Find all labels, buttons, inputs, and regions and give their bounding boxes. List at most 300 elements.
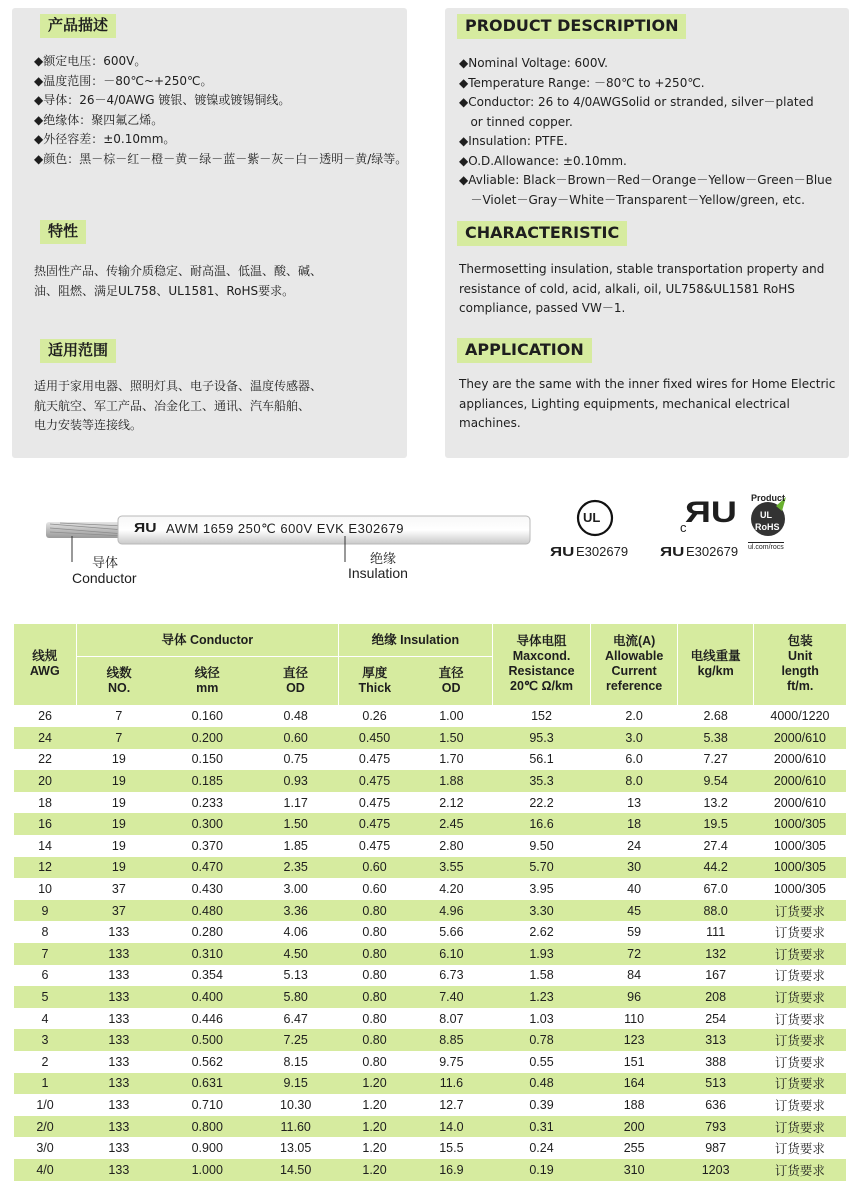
header-resistance-unit: 20℃ Ω/km <box>510 679 574 694</box>
cell-resistance: 1.93 <box>492 943 591 965</box>
cell-awg: 2/0 <box>14 1116 76 1138</box>
cell-strand-dia: 0.280 <box>191 925 223 940</box>
cell-strand-dia: 0.370 <box>191 838 223 853</box>
cell-current: 123 <box>591 1029 678 1051</box>
header-current-en2: Current <box>611 664 657 679</box>
cell-wire-number: 19 <box>111 752 126 767</box>
header-weight-unit: kg/km <box>697 664 734 679</box>
cell-awg: 9 <box>14 900 76 922</box>
english-description-panel <box>445 8 849 458</box>
cell-weight: 44.2 <box>677 857 753 879</box>
cn-desc-line: ◆温度范围：－80℃~+250℃。 <box>34 73 213 88</box>
header-awg-en: AWG <box>29 664 60 679</box>
cell-strand-dia: 0.631 <box>162 1073 253 1095</box>
table-row <box>14 1051 846 1073</box>
cell-strand-dia: 0.354 <box>191 968 223 983</box>
cell-insulation-od: 3.55 <box>411 857 493 879</box>
cell-awg: 16 <box>14 813 76 835</box>
cell-unit-length: 订货要求 <box>774 926 825 941</box>
cell-weight: 88.0 <box>677 900 753 922</box>
header-weight-cn: 电线重量 <box>690 649 741 664</box>
cell-awg: 3/0 <box>36 1141 54 1156</box>
cell-conductor-od: 1.17 <box>283 795 308 810</box>
cell-weight: 254 <box>705 1011 727 1026</box>
cell-conductor-od: 10.30 <box>280 1097 312 1112</box>
cell-unit-length: 订货要求 <box>754 900 846 922</box>
cell-resistance: 3.30 <box>492 900 591 922</box>
cell-thickness: 0.80 <box>339 900 411 922</box>
table-row <box>14 1137 846 1159</box>
table-row <box>14 1159 846 1181</box>
cell-conductor-od: 13.05 <box>280 1141 312 1156</box>
cell-strand-dia: 0.470 <box>162 857 253 879</box>
cell-strand-dia: 0.185 <box>162 770 253 792</box>
header-od2-cn: 直径 <box>438 666 464 680</box>
table-row <box>14 835 846 857</box>
cell-resistance: 56.1 <box>529 752 554 767</box>
header-thick-en: Thick <box>358 681 392 695</box>
ul-recognized-icon-2: ЯU <box>660 544 685 559</box>
cell-wire-number: 133 <box>76 1116 162 1138</box>
cell-awg: 14 <box>38 838 52 853</box>
cell-unit-length: 1000/305 <box>754 857 846 879</box>
cell-thickness: 0.26 <box>362 709 387 724</box>
table-row <box>14 921 846 943</box>
en-desc-line: ◆O.D.Allowance: ±0.10mm. <box>459 153 627 168</box>
spec-table <box>14 624 846 1181</box>
table-row <box>14 749 846 771</box>
table-row <box>14 1073 846 1095</box>
cell-weight: 111 <box>706 925 726 940</box>
insulation-label-en: Insulation <box>348 565 408 581</box>
cell-wire-number: 133 <box>108 1011 130 1026</box>
cell-current: 2.0 <box>625 709 643 724</box>
cn-description-list <box>34 52 407 169</box>
cell-current: 59 <box>627 925 642 940</box>
table-body <box>14 705 846 1181</box>
cn-desc-line: ◆绝缘体：聚四氟乙烯。 <box>34 112 164 127</box>
en-desc-line: ◆Conductor: 26 to 4/0AWGSolid or stranded, silver－plated <box>459 95 814 109</box>
cell-unit-length: 订货要求 <box>754 1159 846 1181</box>
cn-char-line: 油、阻燃、满足UL758、UL1581、RoHS要求。 <box>34 283 295 298</box>
cell-insulation-od: 1.88 <box>411 770 493 792</box>
cell-awg: 18 <box>38 795 52 810</box>
cell-conductor-od: 1.50 <box>253 813 339 835</box>
header-resistance-en1: Maxcond. <box>512 649 571 664</box>
cell-unit-length: 订货要求 <box>774 969 825 984</box>
cell-insulation-od: 2.12 <box>439 795 464 810</box>
en-app-line: appliances, Lighting equipments, mechanical electrical <box>459 396 790 411</box>
cn-desc-line: ◆导体：26－4/0AWG 镀银、镀镍或镀锡铜线。 <box>34 93 291 107</box>
cell-conductor-od: 4.50 <box>253 943 339 965</box>
en-application-badge: APPLICATION <box>457 338 592 363</box>
cell-current: 8.0 <box>591 770 678 792</box>
header-wire-number <box>76 657 162 706</box>
header-number-cn: 线数 <box>106 666 132 680</box>
cell-awg: 10 <box>38 882 52 897</box>
cell-unit-length: 订货要求 <box>774 1055 825 1070</box>
cell-conductor-od: 6.47 <box>283 1011 308 1026</box>
cell-insulation-od: 4.96 <box>411 900 493 922</box>
cn-desc-line: ◆颜色：黑－棕－红－橙－黄－绿－蓝－紫－灰－白－透明－黄/绿等。 <box>34 151 408 166</box>
cell-thickness: 0.60 <box>362 882 387 897</box>
cell-current: 18 <box>591 813 678 835</box>
table-header-row <box>14 624 846 657</box>
cell-strand-dia: 0.430 <box>191 882 223 897</box>
cell-current: 110 <box>624 1011 645 1026</box>
cell-resistance: 16.6 <box>492 813 591 835</box>
cn-application-badge: 适用范围 <box>40 339 116 363</box>
cell-unit-length: 订货要求 <box>754 1073 846 1095</box>
cell-strand-dia: 0.800 <box>162 1116 253 1138</box>
rohs-ul-label: UL <box>760 510 772 520</box>
cell-wire-number: 133 <box>76 1029 162 1051</box>
cell-insulation-od: 14.0 <box>411 1116 493 1138</box>
en-description-list <box>459 54 832 210</box>
header-thick-cn: 厚度 <box>362 666 388 680</box>
cn-app-line: 电力安装等连接线。 <box>34 418 143 432</box>
cell-unit-length: 订货要求 <box>774 1012 825 1027</box>
cell-awg: 2 <box>41 1054 49 1069</box>
cell-weight: 132 <box>677 943 753 965</box>
cell-thickness: 1.20 <box>362 1141 387 1156</box>
cell-insulation-od: 2.80 <box>439 838 464 853</box>
cell-insulation-od: 6.10 <box>411 943 493 965</box>
cell-awg: 1/0 <box>36 1097 54 1112</box>
cell-weight: 7.27 <box>703 752 728 767</box>
cell-weight: 167 <box>705 968 727 983</box>
cell-resistance: 5.70 <box>492 857 591 879</box>
conductor-label-cn: 导体 <box>92 555 119 570</box>
cell-insulation-od: 5.66 <box>439 925 464 940</box>
table-row <box>14 727 846 749</box>
table-row <box>14 705 846 727</box>
cell-insulation-od: 8.07 <box>439 1011 464 1026</box>
cell-weight: 13.2 <box>703 795 728 810</box>
header-dia-unit: mm <box>196 681 219 695</box>
cell-weight: 5.38 <box>677 727 753 749</box>
cell-wire-number: 7 <box>76 727 162 749</box>
cell-conductor-od: 11.60 <box>253 1116 339 1138</box>
cell-insulation-od: 2.45 <box>411 813 493 835</box>
cell-conductor-od: 14.50 <box>253 1159 339 1181</box>
cn-characteristic-badge: 特性 <box>40 220 86 244</box>
cell-thickness: 1.20 <box>339 1073 411 1095</box>
cell-current: 30 <box>591 857 678 879</box>
header-resistance <box>492 624 591 705</box>
en-desc-line: ◆Avliable: Black－Brown－Red－Orange－Yellow－Green－Blue <box>459 173 833 187</box>
cell-thickness: 0.475 <box>339 770 411 792</box>
en-app-line: machines. <box>459 416 521 430</box>
cell-resistance: 9.50 <box>529 838 554 853</box>
header-dia-cn: 线径 <box>194 666 220 680</box>
ul-file-number-1: E302679 <box>576 544 629 559</box>
table-row <box>14 900 846 922</box>
conductor-label-en: Conductor <box>72 570 137 586</box>
header-resistance-cn: 导体电阻 <box>516 634 567 649</box>
cell-thickness: 0.80 <box>362 925 387 940</box>
cell-strand-dia: 0.233 <box>191 795 223 810</box>
cell-wire-number: 133 <box>108 925 130 940</box>
cell-conductor-od: 8.15 <box>283 1054 308 1069</box>
header-awg <box>14 624 76 705</box>
en-desc-line: ◆Temperature Range: －80℃ to +250℃. <box>459 75 705 90</box>
cell-current: 310 <box>591 1159 678 1181</box>
cell-resistance: 152 <box>531 709 552 724</box>
cell-weight: 513 <box>677 1073 753 1095</box>
cell-resistance: 3.95 <box>529 882 554 897</box>
cell-conductor-od: 0.60 <box>253 727 339 749</box>
cell-current: 96 <box>591 986 678 1008</box>
cell-weight: 208 <box>677 986 753 1008</box>
en-desc-line: ◆Nominal Voltage: 600V. <box>459 56 608 70</box>
header-current <box>591 624 678 705</box>
cell-resistance: 95.3 <box>492 727 591 749</box>
cell-strand-dia: 0.160 <box>191 709 223 724</box>
cell-unit-length: 2000/610 <box>773 752 826 767</box>
table-row <box>14 943 846 965</box>
cell-unit-length: 订货要求 <box>754 943 846 965</box>
cell-resistance: 1.58 <box>529 968 554 983</box>
header-number-en: NO. <box>107 681 131 695</box>
header-unit-cn: 包装 <box>787 634 813 649</box>
cell-thickness: 0.475 <box>358 838 391 853</box>
cell-current: 84 <box>627 968 642 983</box>
cell-wire-number: 19 <box>76 770 162 792</box>
cell-unit-length: 2000/610 <box>773 795 826 810</box>
cell-current: 40 <box>627 882 642 897</box>
cell-insulation-od: 1.00 <box>439 709 464 724</box>
cell-unit-length: 订货要求 <box>774 1098 825 1113</box>
en-application-text <box>459 375 835 434</box>
cn-characteristic-text <box>34 262 322 301</box>
cell-thickness: 0.80 <box>362 968 387 983</box>
cell-awg: 7 <box>14 943 76 965</box>
cell-resistance: 35.3 <box>492 770 591 792</box>
cell-resistance: 2.62 <box>529 925 554 940</box>
table-row <box>14 813 846 835</box>
cell-current: 151 <box>623 1054 645 1069</box>
cell-resistance: 1.03 <box>529 1011 554 1026</box>
en-char-line: resistance of cold, acid, alkali, oil, UL758&UL1581 RoHS <box>459 281 795 296</box>
header-awg-cn: 线规 <box>32 649 58 664</box>
cell-conductor-od: 0.75 <box>283 752 308 767</box>
cell-current: 3.0 <box>591 727 678 749</box>
cell-unit-length: 1000/305 <box>754 813 846 835</box>
cell-resistance: 0.24 <box>529 1141 554 1156</box>
cell-strand-dia: 0.500 <box>162 1029 253 1051</box>
cell-insulation-od: 6.73 <box>439 968 464 983</box>
cell-thickness: 0.80 <box>362 1011 387 1026</box>
cell-awg: 26 <box>38 709 52 724</box>
cell-wire-number: 133 <box>108 968 130 983</box>
cell-wire-number: 19 <box>111 795 126 810</box>
cell-wire-number: 133 <box>76 943 162 965</box>
ul-file-number-2: E302679 <box>686 544 739 559</box>
cell-conductor-od: 2.35 <box>253 857 339 879</box>
cell-wire-number: 133 <box>76 986 162 1008</box>
table-row <box>14 792 846 814</box>
en-char-line: Thermosetting insulation, stable transportation property and <box>459 262 825 276</box>
cell-weight: 313 <box>677 1029 753 1051</box>
cell-insulation-od: 4.20 <box>439 882 464 897</box>
cell-current: 13 <box>627 795 642 810</box>
cell-thickness: 0.475 <box>358 795 391 810</box>
cn-desc-line: ◆额定电压：600V。 <box>34 54 147 68</box>
header-unit-en2: length <box>781 664 819 679</box>
cell-resistance: 1.23 <box>492 986 591 1008</box>
header-unit-en3: ft/m. <box>786 679 814 694</box>
cell-strand-dia: 1.000 <box>162 1159 253 1181</box>
cell-unit-length: 1000/305 <box>773 882 826 897</box>
cell-awg: 8 <box>41 925 49 940</box>
table-row <box>14 965 846 987</box>
cell-weight: 67.0 <box>703 882 728 897</box>
cell-conductor-od: 5.13 <box>283 968 308 983</box>
cell-awg: 12 <box>14 857 76 879</box>
cell-conductor-od: 4.06 <box>283 925 308 940</box>
cell-insulation-od: 15.5 <box>439 1141 464 1156</box>
cell-thickness: 0.80 <box>339 986 411 1008</box>
cell-current: 6.0 <box>625 752 643 767</box>
en-desc-line: or tinned copper. <box>459 114 573 129</box>
cell-insulation-od: 1.70 <box>439 752 464 767</box>
cell-current: 45 <box>591 900 678 922</box>
cell-awg: 24 <box>14 727 76 749</box>
cn-app-line: 航天航空、军工产品、冶金化工、通讯、汽车船舶、 <box>34 398 311 413</box>
cn-desc-line: ◆外径容差：±0.10mm。 <box>34 132 176 146</box>
cell-unit-length: 订货要求 <box>754 1116 846 1138</box>
cell-weight: 388 <box>705 1054 727 1069</box>
cell-awg: 4 <box>41 1011 49 1026</box>
cell-weight: 9.54 <box>677 770 753 792</box>
cell-strand-dia: 0.400 <box>162 986 253 1008</box>
cell-strand-dia: 0.480 <box>162 900 253 922</box>
cell-wire-number: 37 <box>76 900 162 922</box>
cell-weight: 987 <box>705 1141 727 1156</box>
cell-conductor-od: 1.85 <box>283 838 308 853</box>
cell-wire-number: 133 <box>108 1097 130 1112</box>
cell-strand-dia: 0.710 <box>191 1097 223 1112</box>
cell-current: 188 <box>623 1097 645 1112</box>
cell-conductor-od: 9.15 <box>253 1073 339 1095</box>
cell-insulation-od: 12.7 <box>439 1097 464 1112</box>
header-thickness <box>339 657 411 706</box>
cell-resistance: 0.78 <box>492 1029 591 1051</box>
en-char-line: compliance, passed VW－1. <box>459 301 626 315</box>
cell-conductor-od: 3.36 <box>253 900 339 922</box>
cul-c-mark: c <box>680 520 687 535</box>
header-od-en: OD <box>286 681 305 695</box>
table-row <box>14 857 846 879</box>
cell-wire-number: 133 <box>76 1159 162 1181</box>
table-row <box>14 1094 846 1116</box>
en-title-badge: PRODUCT DESCRIPTION <box>457 14 686 39</box>
en-characteristic-badge: CHARACTERISTIC <box>457 221 627 246</box>
cell-insulation-od: 9.75 <box>439 1054 464 1069</box>
header-od-cn: 直径 <box>282 666 308 680</box>
cul-recognized-icon: ЯU <box>685 496 737 529</box>
header-conductor-od <box>253 657 339 706</box>
header-unit-en1: Unit <box>788 649 813 664</box>
cell-unit-length: 4000/1220 <box>770 709 830 724</box>
cell-thickness: 0.80 <box>362 1054 387 1069</box>
header-current-cn: 电流(A) <box>612 634 656 649</box>
cn-application-text <box>34 377 322 436</box>
cn-char-line: 热固性产品、传输介质稳定、耐高温、低温、酸、碱、 <box>34 264 323 278</box>
cell-thickness: 0.475 <box>339 813 411 835</box>
cn-title-badge: 产品描述 <box>40 14 116 38</box>
cell-insulation-od: 11.6 <box>411 1073 493 1095</box>
cell-unit-length: 1000/305 <box>773 838 826 853</box>
cell-strand-dia: 0.310 <box>162 943 253 965</box>
cell-awg: 4/0 <box>14 1159 76 1181</box>
cell-current: 24 <box>627 838 642 853</box>
cell-wire-number: 19 <box>76 857 162 879</box>
cell-awg: 6 <box>41 968 49 983</box>
header-resistance-en2: Resistance <box>508 664 575 679</box>
cell-conductor-od: 0.93 <box>253 770 339 792</box>
header-strand-diameter <box>162 657 253 706</box>
cell-wire-number: 133 <box>108 1054 130 1069</box>
table-row <box>14 878 846 900</box>
cell-awg: 22 <box>38 752 52 767</box>
cell-weight: 2.68 <box>703 709 728 724</box>
cell-wire-number: 19 <box>76 813 162 835</box>
cell-thickness: 0.80 <box>339 1029 411 1051</box>
cell-conductor-od: 7.25 <box>253 1029 339 1051</box>
cell-resistance: 0.19 <box>492 1159 591 1181</box>
cell-weight: 1203 <box>677 1159 753 1181</box>
cell-wire-number: 7 <box>115 709 123 724</box>
insulation-label-cn: 绝缘 <box>370 551 397 566</box>
header-od2-en: OD <box>441 681 461 695</box>
table-row <box>14 1029 846 1051</box>
cable-illustration-area <box>0 470 860 590</box>
en-app-line: They are the same with the inner fixed wires for Home Electric <box>459 377 836 391</box>
cell-awg: 20 <box>14 770 76 792</box>
cell-wire-number: 37 <box>111 882 126 897</box>
rohs-product-label: Product <box>751 493 786 503</box>
cell-thickness: 1.20 <box>339 1116 411 1138</box>
rohs-label: RoHS <box>755 522 780 532</box>
cell-strand-dia: 0.150 <box>191 752 223 767</box>
cell-insulation-od: 16.9 <box>411 1159 493 1181</box>
ul-recognized-icon: ЯU <box>550 544 575 559</box>
en-desc-line: ◆Insulation: PTFE. <box>459 134 568 148</box>
cell-strand-dia: 0.300 <box>162 813 253 835</box>
header-weight <box>677 624 753 705</box>
cell-resistance: 0.48 <box>492 1073 591 1095</box>
cell-current: 255 <box>623 1141 645 1156</box>
cell-weight: 19.5 <box>677 813 753 835</box>
ul-circle-text: UL <box>583 510 601 525</box>
header-current-en1: Allowable <box>604 649 664 664</box>
rohs-url: ul.com/rocs <box>748 544 784 551</box>
cell-thickness: 0.60 <box>339 857 411 879</box>
cell-weight: 27.4 <box>703 838 728 853</box>
cell-wire-number: 133 <box>108 1141 130 1156</box>
table-row <box>14 1116 846 1138</box>
cell-weight: 636 <box>705 1097 727 1112</box>
chinese-description-panel <box>12 8 407 458</box>
cell-thickness: 0.475 <box>358 752 391 767</box>
cell-wire-number: 19 <box>111 838 126 853</box>
cell-current: 72 <box>591 943 678 965</box>
cell-thickness: 0.450 <box>339 727 411 749</box>
table-row <box>14 1008 846 1030</box>
cell-insulation-od: 7.40 <box>411 986 493 1008</box>
